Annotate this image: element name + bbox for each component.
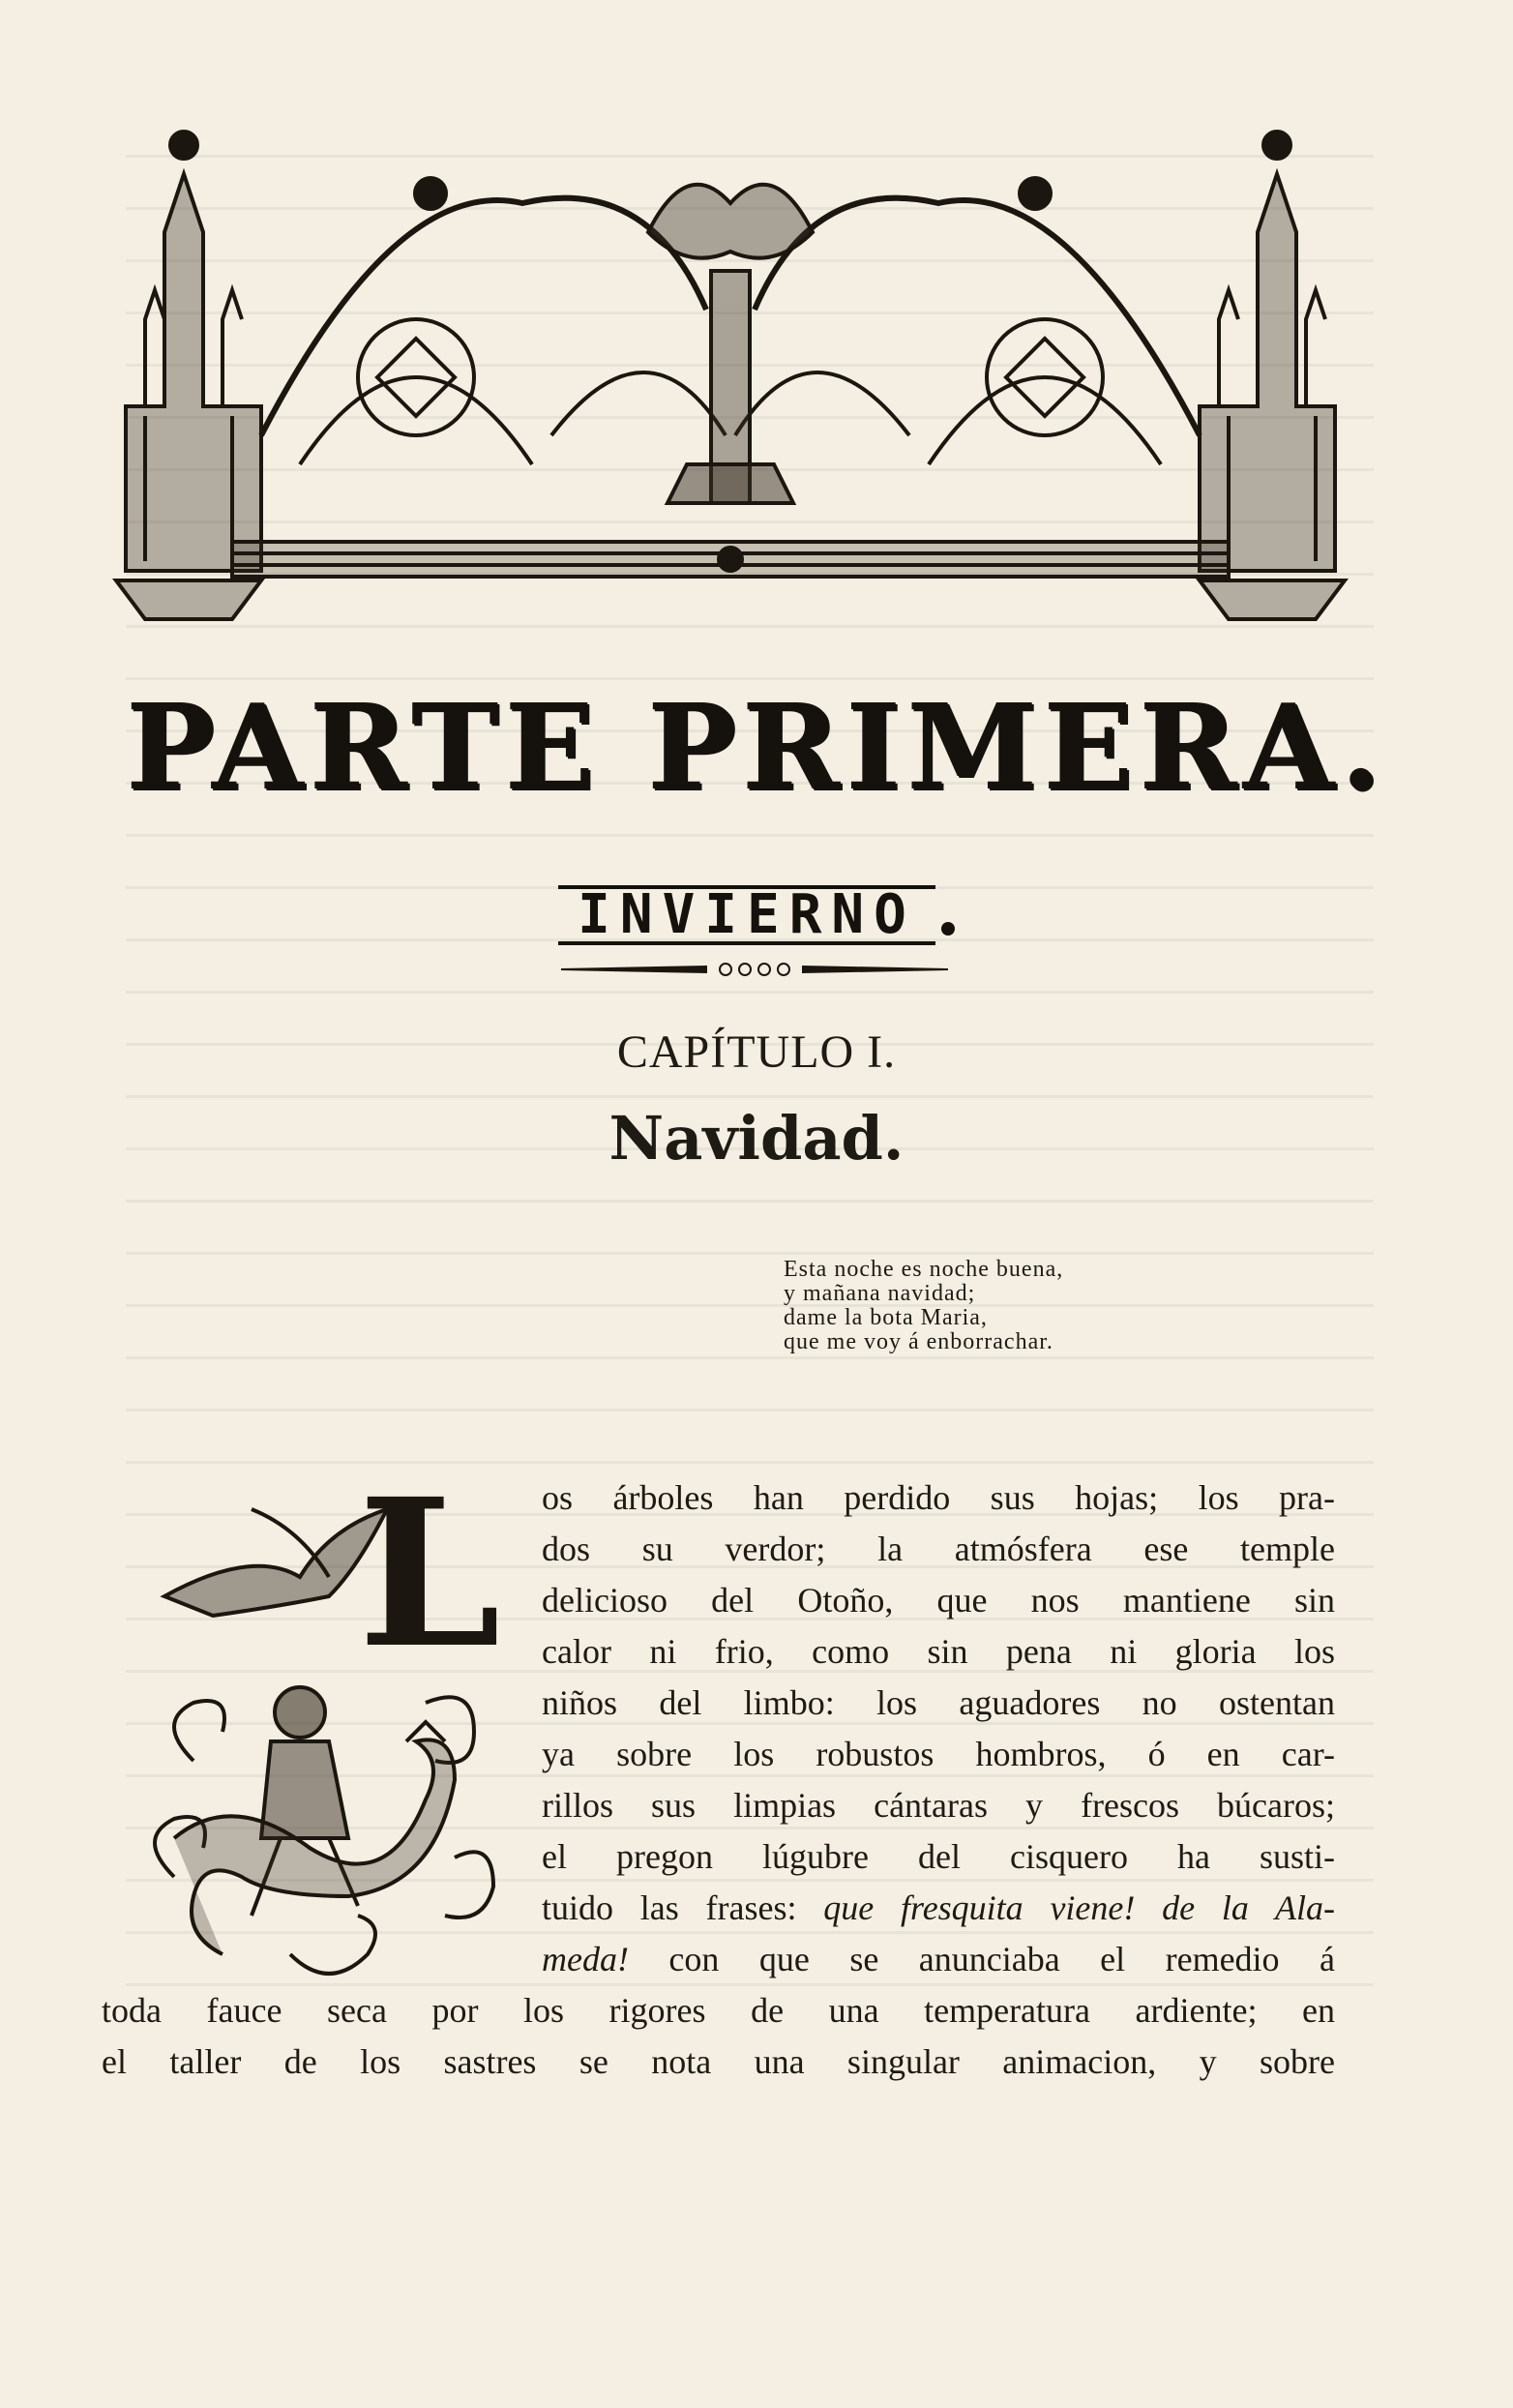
epigraph <box>784 1258 1325 1354</box>
chapter-label: CAPÍTULO I. <box>616 1026 897 1078</box>
initial-letter: L <box>358 1471 501 1693</box>
decorated-initial-illustration <box>135 1471 542 1993</box>
body-line: delicioso del Otoño, que nos mantiene sin <box>542 1581 1335 1620</box>
body-line: el pregon lúgubre del cisquero ha susti- <box>542 1837 1335 1876</box>
body-line: os árboles han perdido sus hojas; los pra- <box>542 1478 1335 1517</box>
epigraph-line: que me voy á enborrachar. <box>784 1329 1053 1354</box>
body-line: tuido las frases: que fresquita viene! de la Ala- <box>542 1888 1335 1927</box>
epigraph-line: dame la bota Maria, <box>784 1305 988 1330</box>
body-line: niños del limbo: los aguadores no ostentan <box>542 1683 1335 1722</box>
season-heading <box>0 885 1513 945</box>
part-title: PARTE PRIMERA. <box>126 677 1387 817</box>
body-line: dos su verdor; la atmósfera ese temple <box>542 1530 1335 1568</box>
body-line: rillos sus limpias cántaras y frescos búcaros; <box>542 1786 1335 1825</box>
gothic-header-ornament <box>106 116 1354 658</box>
body-line: calor ni frio, como sin pena ni gloria los <box>542 1632 1335 1671</box>
season-title: INVIERNO <box>558 885 935 945</box>
epigraph-line: Esta noche es noche buena, <box>784 1257 1064 1282</box>
ornamental-rule <box>561 958 948 981</box>
body-line: el taller de los sastres se nota una singular animacion, y sobre <box>102 2042 1335 2081</box>
ornament-dot <box>941 922 955 936</box>
body-line: meda! con que se anunciaba el remedio á <box>542 1940 1335 1978</box>
body-line: ya sobre los robustos hombros, ó en car- <box>542 1735 1335 1773</box>
epigraph-line: y mañana navidad; <box>784 1281 976 1306</box>
body-line: toda fauce seca por los rigores de una temperatura ardiente; en <box>102 1991 1335 2030</box>
chapter-title: Navidad. <box>608 1103 905 1174</box>
